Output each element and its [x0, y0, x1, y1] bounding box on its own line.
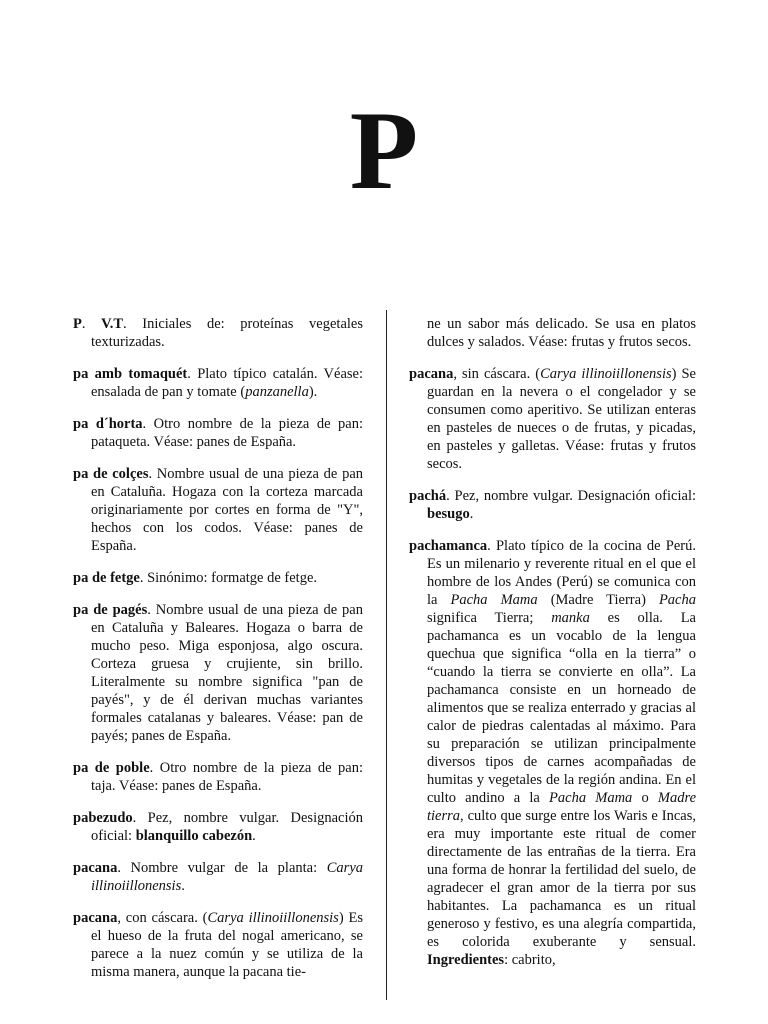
headword: pa de colçes — [73, 466, 149, 482]
entry-text: , sin cáscara. ( — [453, 366, 541, 382]
entry-text: ) Es el hueso de la fruta del nogal americano, se parece a la nuez común y se utiliza de la misma manera, aunque la pacana tie- — [91, 910, 363, 980]
italic-term: panzanella — [245, 384, 309, 400]
entry-text: (Madre Tierra) — [537, 592, 659, 608]
headword: pa de pagés — [73, 602, 148, 618]
italic-term: Carya illinoiillonensis — [207, 910, 339, 926]
entry-text: o — [632, 790, 658, 806]
entry-text: . Plato típico de la cocina de Perú. Es un milenario y reverente ritual en el que el hombre de los Andes (Perú) se comunica con la — [427, 538, 696, 608]
left-column — [73, 315, 363, 995]
entry-text: . Iniciales de: proteínas vegetales texturizadas. — [91, 316, 363, 350]
entry — [73, 465, 363, 555]
italic-term: Pacha Mama — [450, 592, 538, 608]
entry — [73, 569, 363, 587]
entry-text: significa Tierra; — [427, 610, 552, 626]
headword: P — [73, 316, 82, 332]
entry-text: . — [81, 316, 102, 332]
official-name: blanquillo cabezón — [135, 828, 253, 844]
entry — [73, 759, 363, 795]
entry-text: . Otro nombre de la pieza de pan: pataqueta. Véase: panes de España. — [91, 416, 363, 450]
headword: pachá — [409, 488, 447, 504]
entry-text: . — [469, 506, 474, 522]
official-name: besugo — [427, 506, 470, 522]
entry-continuation: ne un sabor más delicado. Se usa en platos dulces y salados. Véase: frutas y frutos secos. — [427, 316, 696, 350]
entry-text: . — [252, 828, 256, 844]
entry-text: . Sinónimo: formatge de fetge. — [139, 570, 318, 586]
entry-text: , con cáscara. ( — [117, 910, 208, 926]
italic-term: Carya illinoiillonensis — [540, 366, 672, 382]
headword: pachamanca — [409, 538, 488, 554]
entry — [73, 415, 363, 451]
entry-text: ) Se guardan en la nevera o el congelador y se consumen como aperitivo. Se utilizan enteras en pasteles de nueces o de frutas, y picadas, en pasteles y galletas. Véase: frutas y frutos secos. — [427, 366, 696, 472]
right-column — [409, 315, 696, 983]
headword: pacana — [73, 860, 118, 876]
section-letter: P — [349, 89, 419, 213]
entry — [73, 365, 363, 401]
headword: pa d´horta — [73, 416, 143, 432]
entry — [73, 809, 363, 845]
entry — [73, 315, 363, 351]
italic-term: Carya illinoiillonensis — [91, 860, 363, 894]
entry — [409, 365, 696, 473]
ingredients-label: Ingredientes — [427, 952, 505, 968]
entry-text: . Nombre usual de una pieza de pan en Cataluña. Hogaza con la corteza marcada originariamente por cortes en forma de "Y", hechos con los codos. Véase: panes de España. — [91, 466, 364, 554]
entry-text: : cabrito, — [504, 952, 556, 968]
entry-text: . Pez, nombre vulgar. Designación oficial: — [446, 488, 696, 504]
headword: pacana — [409, 366, 454, 382]
headword: pa amb tomaquét — [73, 366, 188, 382]
italic-term: Pacha Mama — [549, 790, 633, 806]
headword: pa de fetge — [73, 570, 140, 586]
entry-pachamanca — [409, 537, 696, 969]
headword: pa de poble — [73, 760, 150, 776]
headword: V.T — [101, 316, 123, 332]
entry-text: . Nombre usual de una pieza de pan en Cataluña y Baleares. Hogaza o barra de mucho peso. Miga esponjosa, algo oscura. Corteza gruesa y crujiente, sin brillo. Literalmente su nombre significa "pan de payés", y de él derivan muchas variantes formales catalanas y baleares. Véase: pan de payés; panes de España. — [91, 602, 363, 744]
entry — [73, 859, 363, 895]
column-divider — [386, 310, 387, 1000]
italic-term: manka — [551, 610, 590, 626]
entry-text: . Otro nombre de la pieza de pan: taja. Véase: panes de España. — [91, 760, 363, 794]
headword: pacana — [73, 910, 118, 926]
entry-text: . Plato típico catalán. Véase: ensalada de pan y tomate ( — [91, 366, 363, 400]
entry — [73, 601, 363, 745]
headword: pabezudo — [73, 810, 133, 826]
entry-text: ). — [308, 384, 318, 400]
entry — [73, 909, 363, 981]
entry-text: es olla. La pachamanca es un vocablo de la lengua quechua que significa “olla en la tierra” o “cuando la tierra se convierte en olla”. La pachamanca consiste en un horneado de alimentos que se realiza enterrado y gracias al calor de piedras calentadas al máximo. Para su preparación se utilizan principalmente diversos tipos de carnes acompañadas de humitas y vegetales de la región andina. En el culto andino a la — [427, 610, 696, 806]
entry-text: . Nombre vulgar de la planta: — [117, 860, 327, 876]
italic-term: Madre tierra — [427, 790, 697, 824]
italic-term: Pacha — [658, 592, 696, 608]
entry — [409, 487, 696, 523]
entry-text: . — [181, 878, 185, 894]
entry-text: , culto que surge entre los Waris e Incas, era muy importante este ritual de comer directamente de las entrañas de la tierra. Era una forma de honrar la fertilidad del suelo, de agradecer el gran amor de la tierra por sus habitantes. La pachamanca es un ritual generoso y festivo, es una alegría compartida, es colorida exuberante y sensual. — [427, 808, 696, 950]
entry-text: . Pez, nombre vulgar. Designación oficial: — [91, 810, 363, 844]
